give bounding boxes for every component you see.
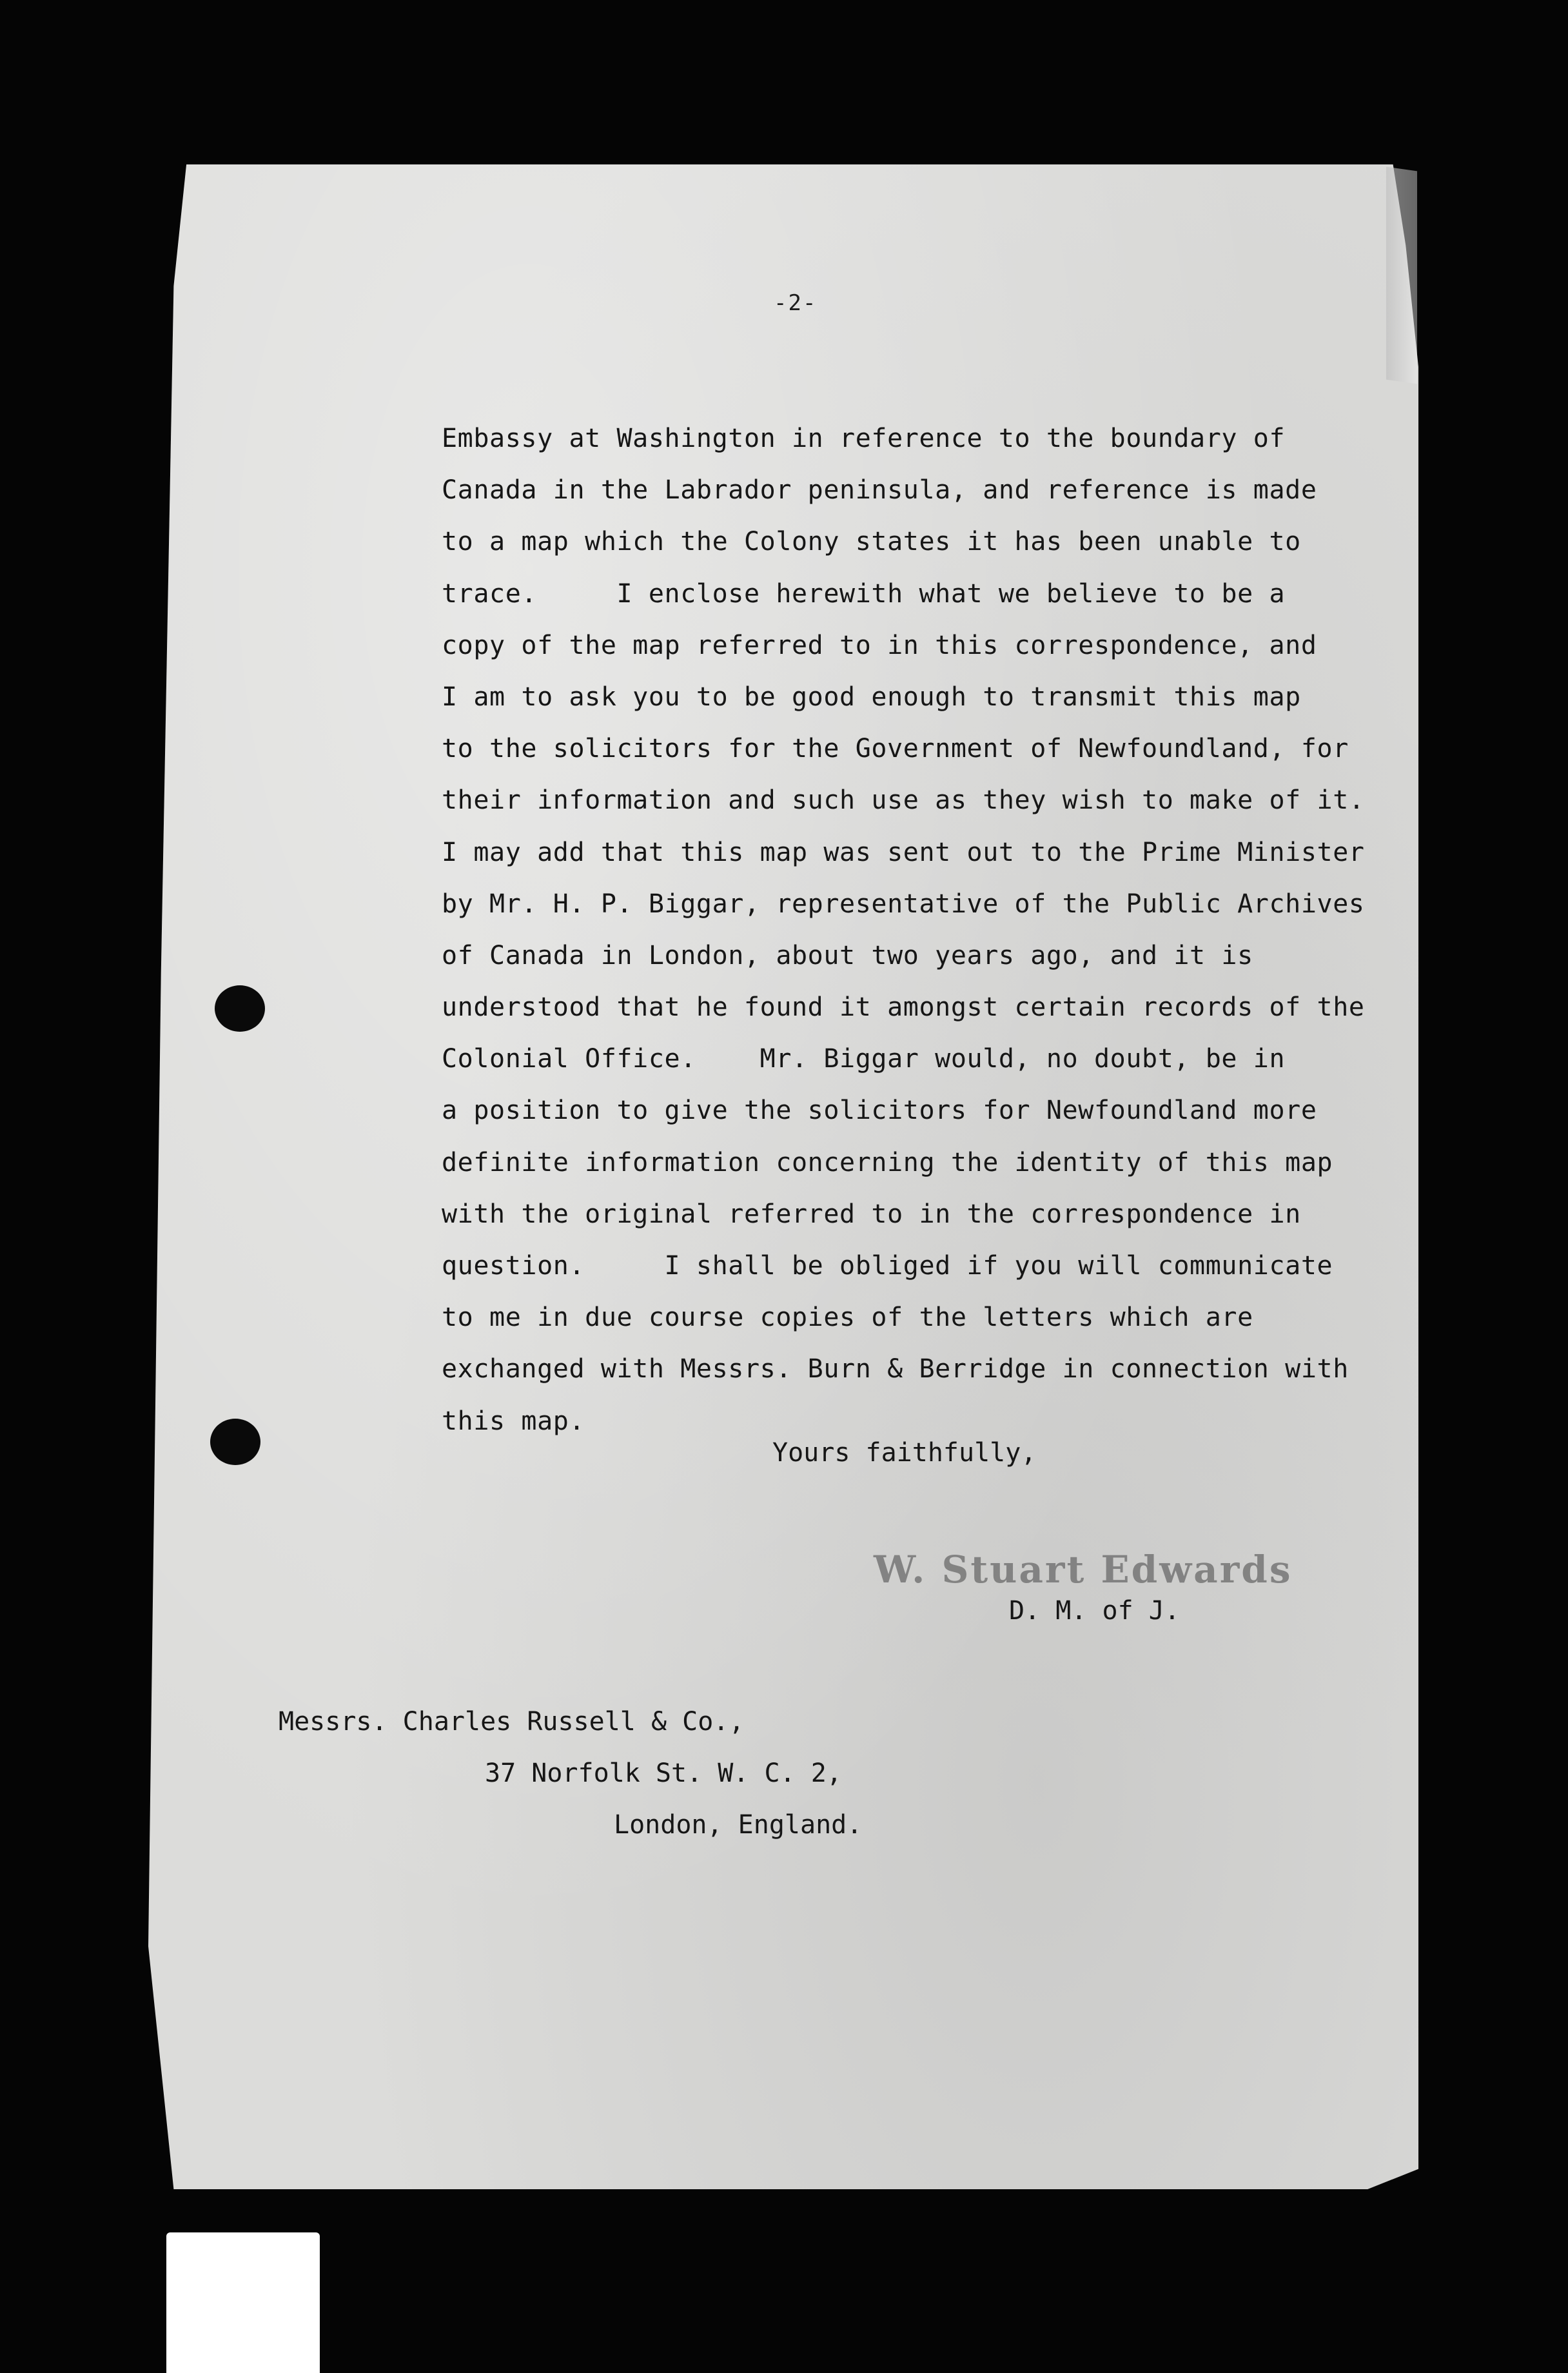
body-line: to a map which the Colony states it has been unable to <box>442 527 1301 557</box>
body-line: Canada in the Labrador peninsula, and reference is made <box>442 475 1317 506</box>
body-line: of Canada in London, about two years ago, and it is <box>442 940 1253 970</box>
body-line: I am to ask you to be good enough to transmit this map <box>442 682 1301 712</box>
signature-title: D. M. of J. <box>1009 1596 1180 1626</box>
body-line: a position to give the solicitors for Newfoundland more <box>442 1096 1317 1126</box>
body-line: to the solicitors for the Government of Newfoundland, for <box>442 734 1349 764</box>
punch-hole-top <box>215 985 265 1032</box>
body-line: Colonial Office. Mr. Biggar would, no doubt, be in <box>442 1044 1286 1074</box>
addressee-city: London, England. <box>614 1810 863 1840</box>
paper-fold-edge <box>1386 167 1417 384</box>
body-line: Embassy at Washington in reference to the boundary of <box>442 424 1286 453</box>
body-line: definite information concerning the identity of this map <box>442 1147 1333 1177</box>
page-number: -2- <box>774 290 818 316</box>
body-line: by Mr. H. P. Biggar, representative of the Public Archives <box>442 889 1365 919</box>
addressee-block <box>279 1696 1181 1851</box>
body-line: copy of the map referred to in this correspondence, and <box>442 630 1317 660</box>
body-line: I may add that this map was sent out to the Prime Minister <box>442 837 1365 867</box>
body-line: with the original referred to in the correspondence in <box>442 1199 1301 1229</box>
addressee-street: 37 Norfolk St. W. C. 2, <box>485 1758 842 1788</box>
body-line: trace. I enclose herewith what we believe to be a <box>442 578 1286 609</box>
punch-hole-bottom <box>210 1419 260 1465</box>
addressee-name: Messrs. Charles Russell & Co., <box>279 1707 745 1737</box>
letter-body <box>442 413 1396 1447</box>
body-line: their information and such use as they wish to make of it. <box>442 785 1365 816</box>
signature-stamp: W. Stuart Edwards <box>874 1548 1293 1591</box>
calibration-card <box>166 2232 320 2373</box>
body-line: this map. <box>442 1406 585 1436</box>
body-line: to me in due course copies of the letters which are <box>442 1303 1253 1333</box>
body-line: understood that he found it amongst certain records of the <box>442 992 1365 1023</box>
body-line: exchanged with Messrs. Burn & Berridge in connection with <box>442 1354 1349 1384</box>
body-line: question. I shall be obliged if you will communicate <box>442 1251 1333 1281</box>
closing-salutation: Yours faithfully, <box>772 1438 1037 1468</box>
